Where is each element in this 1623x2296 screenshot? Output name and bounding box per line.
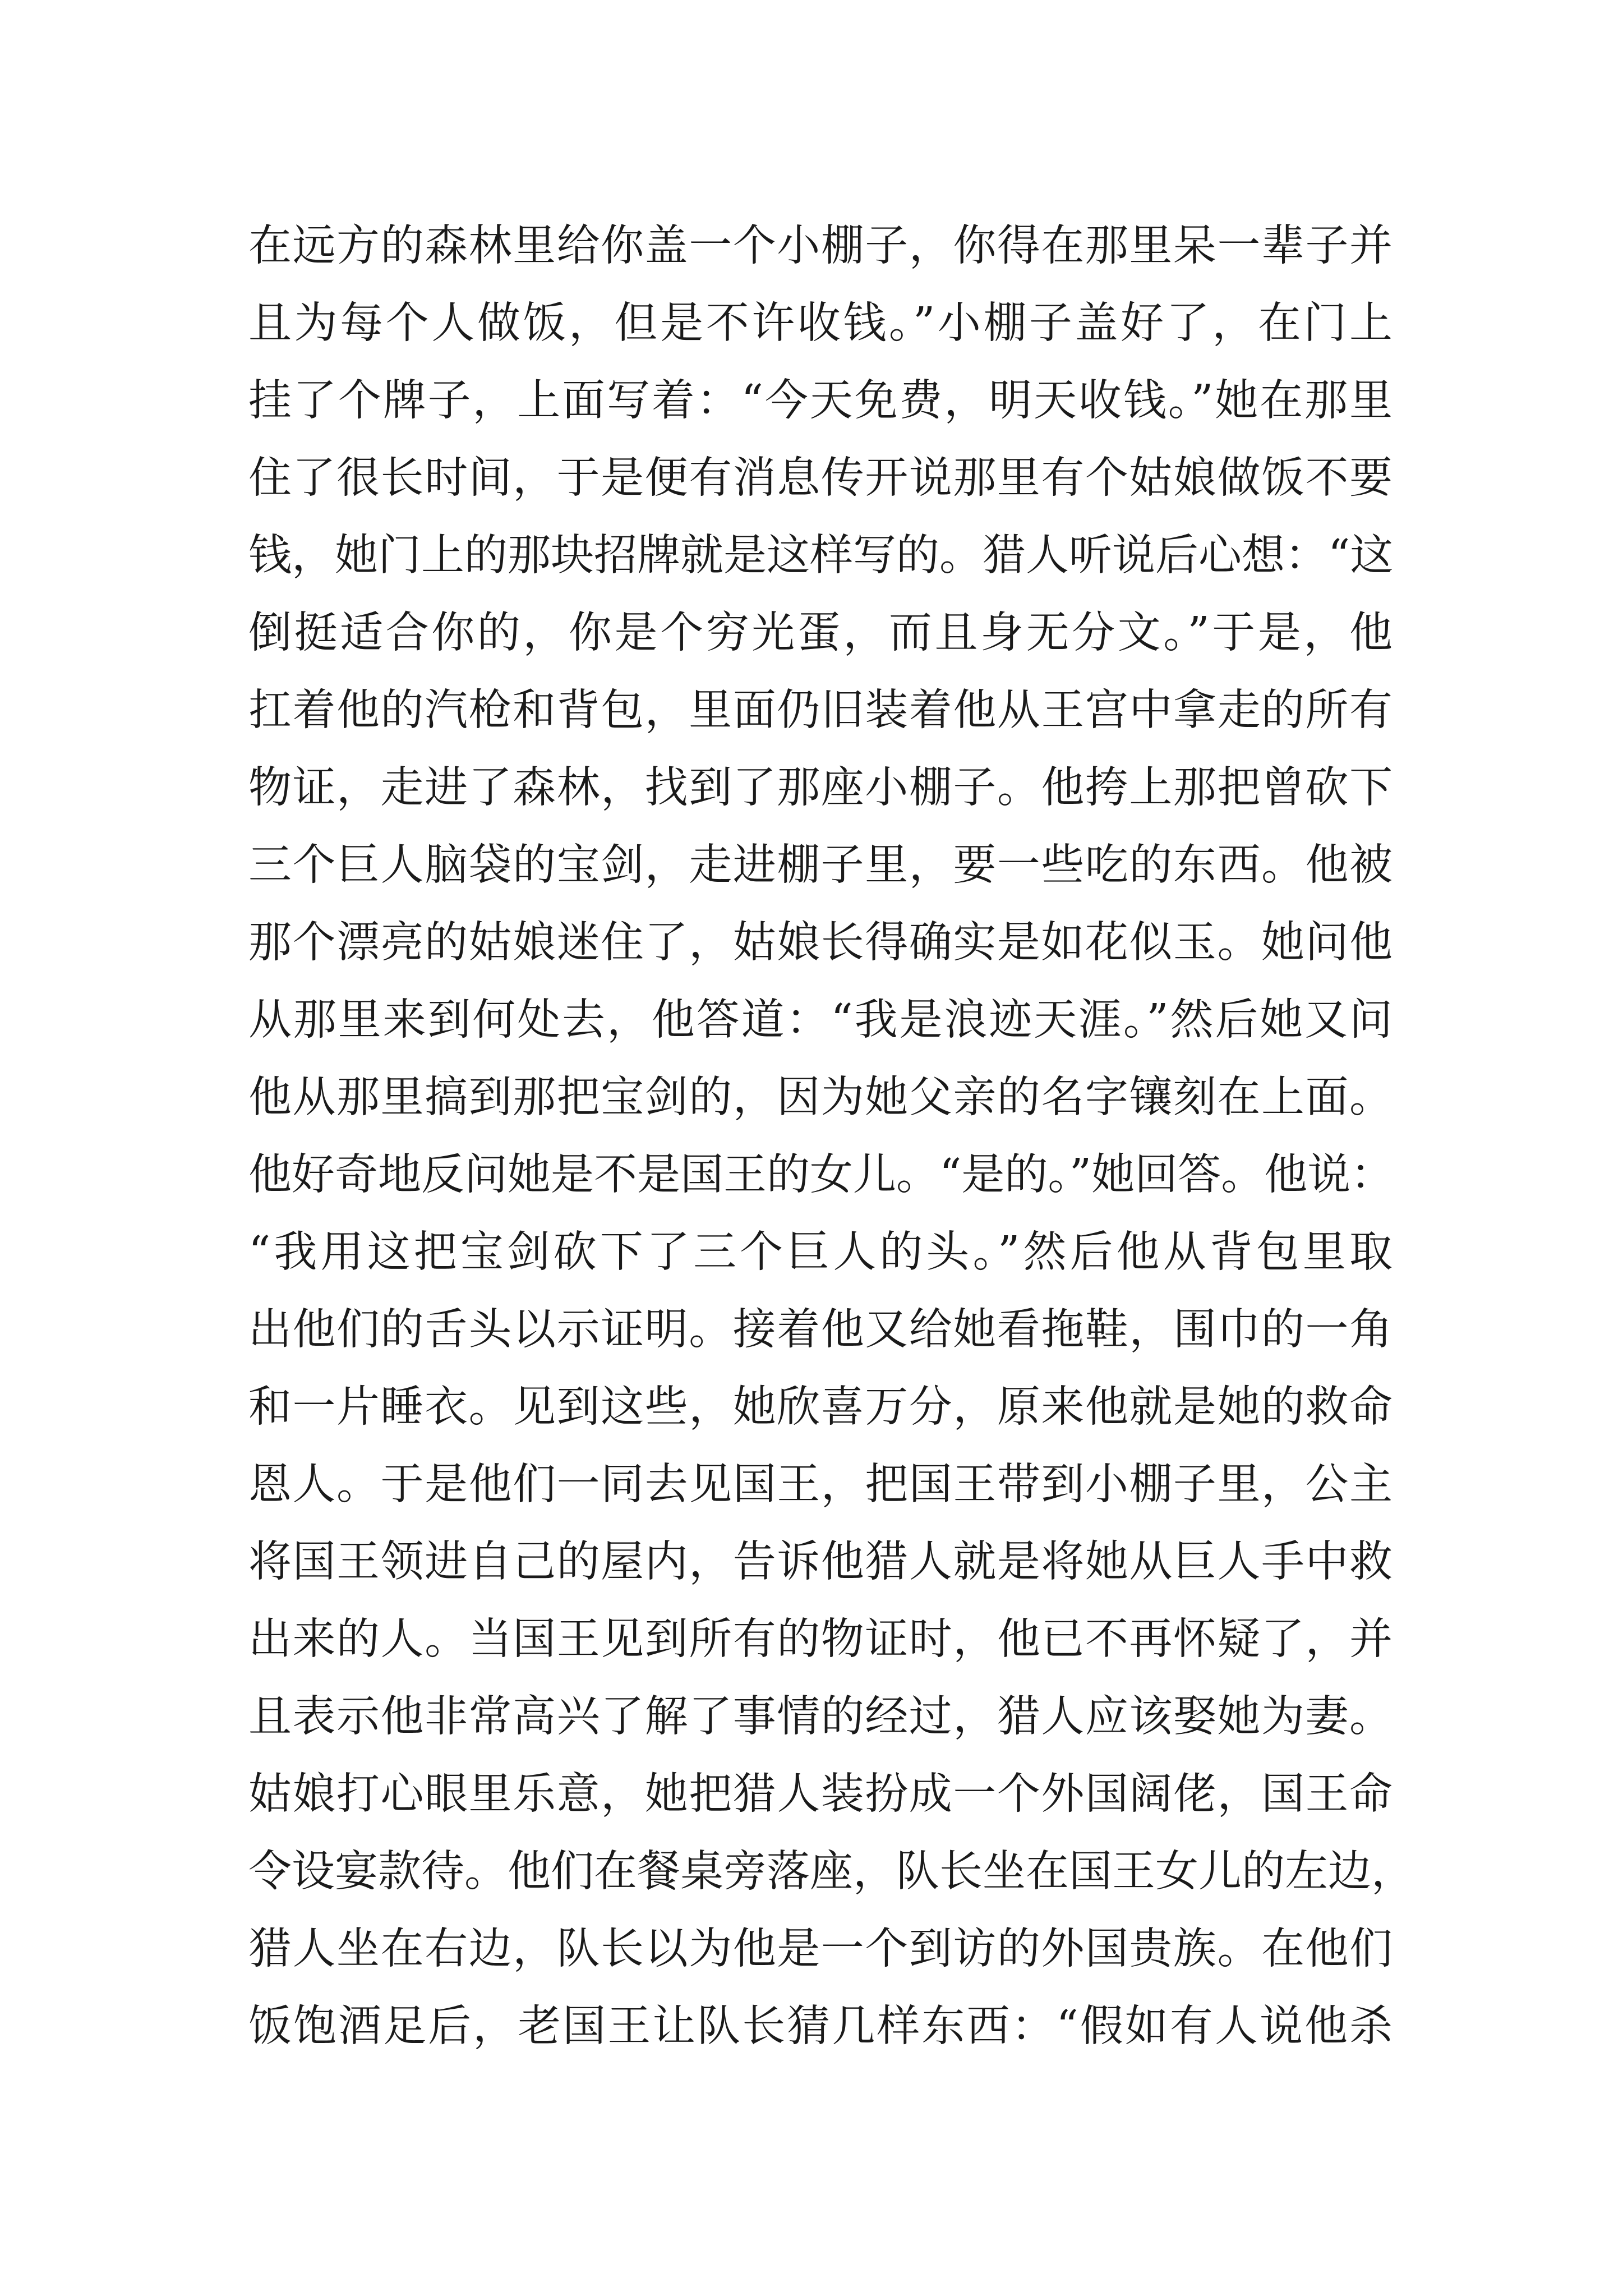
text-line: 他从那里搞到那把宝剑的，因为她父亲的名字镶刻在上面。: [248, 1073, 1393, 1122]
story-text: [248, 208, 1414, 2065]
text-line: 将国王领进自己的屋内，告诉他猎人就是将她从巨人手中救: [248, 1537, 1393, 1587]
text-line: 饭饱酒足后，老国王让队长猜几样东西：“假如有人说他杀: [248, 2001, 1393, 2051]
text-line: 挂了个牌子，上面写着：“今天免费，明天收钱。”她在那里: [248, 376, 1393, 426]
text-line: “我用这把宝剑砍下了三个巨人的头。”然后他从背包里取: [248, 1227, 1393, 1277]
text-line: 恩人。于是他们一同去见国王，把国王带到小棚子里，公主: [248, 1460, 1393, 1510]
text-line: 且为每个人做饭，但是不许收钱。”小棚子盖好了，在门上: [248, 298, 1393, 348]
text-line: 三个巨人脑袋的宝剑，走进棚子里，要一些吃的东西。他被: [248, 840, 1393, 890]
text-line: 从那里来到何处去，他答道：“我是浪迹天涯。”然后她又问: [248, 995, 1393, 1045]
text-line: 猎人坐在右边，队长以为他是一个到访的外国贵族。在他们: [248, 1924, 1393, 1974]
text-line: 出来的人。当国王见到所有的物证时，他已不再怀疑了，并: [248, 1614, 1393, 1664]
text-line: 钱，她门上的那块招牌就是这样写的。猎人听说后心想：“这: [248, 531, 1394, 581]
text-line: 扛着他的汽枪和背包，里面仍旧装着他从王宫中拿走的所有: [248, 685, 1393, 735]
text-line: 且表示他非常高兴了解了事情的经过，猎人应该娶她为妻。: [248, 1692, 1393, 1742]
text-line: 在远方的森林里给你盖一个小棚子，你得在那里呆一辈子并: [248, 221, 1393, 271]
text-line: 姑娘打心眼里乐意，她把猎人装扮成一个外国阔佬，国王命: [248, 1769, 1393, 1819]
text-line: 住了很长时间，于是便有消息传开说那里有个姑娘做饭不要: [248, 453, 1393, 503]
text-line: 那个漂亮的姑娘迷住了，姑娘长得确实是如花似玉。她问他: [248, 918, 1393, 968]
text-line: 他好奇地反问她是不是国王的女儿。“是的。”她回答。他说：: [248, 1150, 1394, 1200]
text-line: 出他们的舌头以示证明。接着他又给她看拖鞋，围巾的一角: [248, 1305, 1393, 1355]
text-line: 令设宴款待。他们在餐桌旁落座，队长坐在国王女儿的左边，: [248, 1847, 1414, 1897]
text-line: 物证，走进了森林，找到了那座小棚子。他挎上那把曾砍下: [248, 763, 1393, 813]
text-line: 和一片睡衣。见到这些，她欣喜万分，原来他就是她的救命: [248, 1382, 1393, 1432]
text-line: 倒挺适合你的，你是个穷光蛋，而且身无分文。”于是，他: [248, 608, 1393, 658]
